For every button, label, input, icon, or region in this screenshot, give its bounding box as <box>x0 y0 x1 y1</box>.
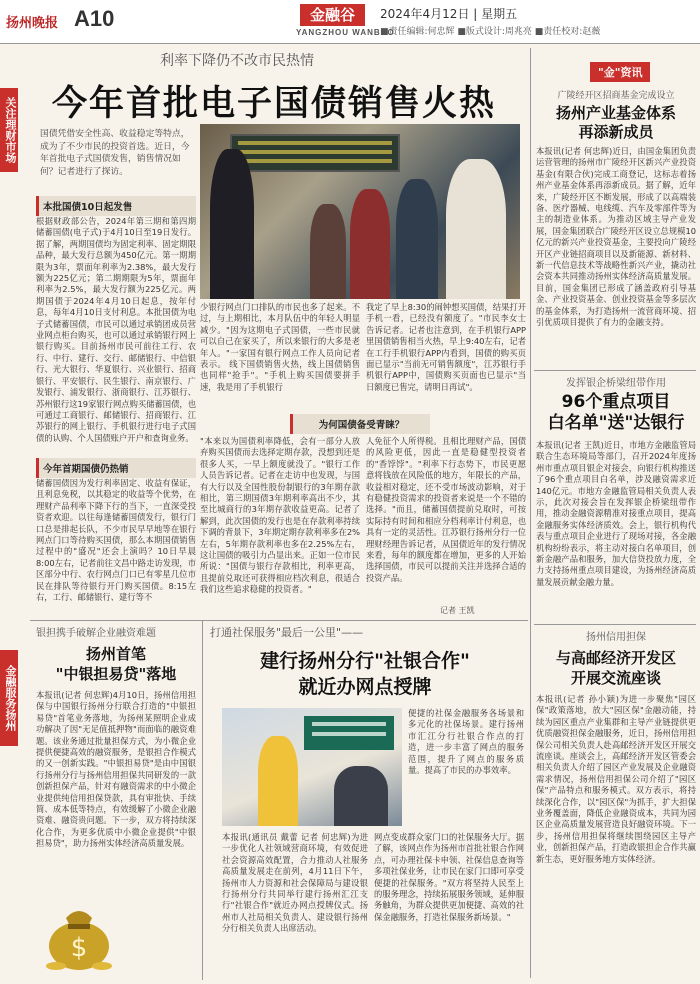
brief3-kicker: 扬州信用担保 <box>586 632 646 643</box>
person-figure <box>396 179 438 299</box>
brief2-headline: 96个重点项目 白名单"送"达银行 <box>547 392 685 433</box>
person-figure <box>446 159 506 299</box>
led-display-board <box>230 134 400 172</box>
editor-credits: ■责任编辑:何忠辉 ■版式设计:周兆亮 ■责任校对:赵薇 <box>380 27 601 37</box>
social-bank-kicker: 打通社保服务"最后一公里"—— <box>210 626 364 639</box>
brief3-body: 本报讯(记者 孙小颖)为进一步聚焦"园区保"政策落地，放大"园区保"金融动能，持续为园区重点产业集群和主导产业链提供更优质融资担保金融服务，近日，扬州信用担保公司相关负责人赴高邮经济开发区开展交流座谈。座谈会上，高邮经济开发区管委会相关负责人介绍了园区产业发展及企业融资需求情况，扬州信用担保公司介绍了"园区保"产品特点和服务模式。双方表示，将持续深化合作，以"园区保"为抓手，扩大担保业务覆盖面，降低企业融资成本，共同为园区企业高质量发展营造良好融资环境。下一步，扬州信用担保将继续围绕园区主导产业，创新担保产品，打造政银担企合作共赢新生态，更好服务地方实体经济。 <box>536 694 696 864</box>
divider <box>534 624 696 625</box>
lead-kicker: 利率下降仍不改市民热情 <box>160 53 314 69</box>
staff-figure <box>258 736 298 826</box>
person-figure <box>350 189 390 299</box>
section-english: YANGZHOU WANBAO <box>296 28 395 37</box>
brief1-body: 本报讯(记者 何忠辉)近日，由国金集团负责运营管理的扬州市广陵经开区新兴产业投资基金(有限合伙)完成工商登记，这标志着扬州产业基金体系再添新成员。据了解，近年来，广陵经开区不断发展，形成了以高端装备、医疗器械、电线缆、汽车及零部件等为主的制造业体系。为推动区域主导产业发展，国金集团联合广陵经开区设立总规模10亿元的新兴产业投资基金，主要投向广陵经开区产业链招商项目以及新能源、新材料、新一代信息技术等战略性新兴产业，撬动社会资本共同推动扬州实体经济高质量发展。目前，国金集团已形成了涵盖政府引导基金、产业投资基金、创业投资基金等多层次的基金体系，为打造扬州一流营商环境、招引优质项目提供了有力的金融支持。 <box>536 146 696 328</box>
newspaper-logo: 扬州晚报 <box>6 16 59 31</box>
divider <box>202 620 203 980</box>
person-figure <box>310 204 346 299</box>
page-number: A10 <box>74 6 115 31</box>
subhead-hot-sales: 今年首期国债仍热销 <box>36 458 196 478</box>
social-bank-headline: 建行扬州分行"社银合作" 就近办网点授牌 <box>260 650 470 698</box>
social-bank-body-right: 网点变成群众家门口的社保服务大厅。据了解，该网点作为扬州市首批社银合作网点，可办理社保卡申领、社保信息查询等多项社保业务，让市民在家门口即可享受便捷的社保服务。"双方将坚持人民至上的服务理念，持续拓展服务领域，延伸服务触角，为群众提供更加便捷、高效的社保金融服务，打造社保服务新场景。" <box>374 832 524 922</box>
masthead <box>0 0 700 44</box>
lead-headline: 今年首批电子国债销售火热 <box>52 84 497 124</box>
column-tab-service: 金融服务扬州 <box>0 650 18 746</box>
subhead-issue-date: 本批国债10日起发售 <box>36 196 196 216</box>
divider <box>30 620 528 621</box>
column-tab-finance: 关注理财市场 <box>0 88 18 172</box>
brief1-kicker: 广陵经开区招商基金完成设立 <box>557 91 675 101</box>
brief2-kicker: 发挥银企桥梁纽带作用 <box>566 378 666 389</box>
lead-summary: 国债凭借安全性高、收益稳定等特点，成为了不少市民的投资首选。近日，今年首批电子式国债发售，销售情况如何？记者进行了探访。 <box>40 129 190 177</box>
guarantee-story-body: 本报讯(记者 何忠辉)4月10日，扬州信用担保与中国银行扬州分行联合打造的"中银担易贷"首笔业务落地，为扬州某照明企业成功解决了因"无足值抵押物"而面临的融资难题。该业务通过批量担保方式，为小微企业提供便捷高效的融资服务，是银担合作模式的又一创新实践。"中银担易贷"是由中国银行扬州分行与扬州信用担保共同研发的一款创新担保产品，针对有融资需求的中小微企业提供纯信用担保贷款，具有审批快、手续简、成本低等特点，有效缓解了小微企业融资难、融资贵问题。下一步，双方将持续深化合作，为更多优质中小微企业提供"中银担易贷"，助力扬州实体经济高质量发展。 <box>36 690 196 849</box>
money-bag-icon <box>44 896 114 972</box>
guarantee-story-kicker: 银担携手破解企业融资难题 <box>36 628 156 639</box>
divider <box>534 370 696 371</box>
lead-column-3a: 我定了早上8:30的闹钟想买国债，结果打开手机一看，已经没有额度了。"市民李女士告诉记者。记者也注意到，在手机银行APP里国债销售相当火热，早上9:40左右，记者在工行手机银行APP内看到，国债的购买页面已显示"当前无可销售额度"，江苏银行手机银行APP中，国债购买页面也已显示"当日额度已售完，请明日再试"。 <box>366 302 526 392</box>
bank-counter-photo <box>222 708 402 826</box>
lead-column-1a: 根据财政部公告，2024年第三期和第四期储蓄国债(电子式)于4月10日至19日发行。据了解，两期国债均为固定利率、固定期限品种，最大发行总额为450亿元。第一期期限为3年，票面年利率为2.38%，最大发行额为225亿元；第二期期限为5年，票面年利率为2.5%，最大发行额为225亿元。两期国债于2024年4月10日起息，按年付息，每年4月10日支付利息。本批国债为电子式储蓄国债，市民可以通过承销团成员营业网点柜台购买，也可以通过承销银行网上银行购买。目前扬州市民可前往工行、农行、中行、建行、交行、邮储银行、中信银行、光大银行、华夏银行、兴业银行、招商银行、平安银行、民生银行、南京银行、广发银行、浦发银行、浙商银行、江苏银行、苏州银行这19家银行网点购买储蓄国债，也可通过工商银行、邮储银行、招商银行、江苏银行的网上银行、手机银行进行电子式国债的认购、个人国债账户开户和查询业务。 <box>36 216 196 443</box>
service-sign <box>304 716 394 750</box>
customer-figure <box>334 766 388 826</box>
news-brief-badge: "金"资讯 <box>590 62 650 82</box>
section-badge: 金融谷 <box>300 4 365 26</box>
brief2-body: 本报讯(记者 王凯)近日，市地方金融监管局联合生态环境局等部门，召开2024年度扬州市重点项目银企对接会，向银行机构推送了96个重点项目白名单，涉及融资需求近140亿元。市地方金融监管局相关负责人表示，此次对接会旨在发挥银企桥梁纽带作用，推动金融资源精准对接重点项目，提高金融服务实体经济质效。会上，银行机构代表与重点项目企业进行了现场对接，各金融机构纷纷表示，将主动对接白名单项目，创新金融产品和服务，加大信贷投放力度，全力支持扬州重点项目建设，为扬州经济高质量发展贡献金融力量。 <box>536 440 696 587</box>
subhead-why-popular: 为何国债备受青睐？ <box>290 414 430 434</box>
guarantee-story-headline: 扬州首笔 "中银担易贷"落地 <box>55 645 177 683</box>
lead-column-1b: 储蓄国债因为发行利率固定、收益有保证，且利息免税，以其稳定的收益等个优势，在理财产品利率下降下行的当下，一直深受投资者欢迎。以往每逢储蓄国债发行，银行门口总是排起长队，不少市民早早地等在银行网点门口等待购买国债，那么本期国债销售过程中的"盛况"还会上演吗？10日早晨8:00左右，记者前往文昌中路走访发现，市区部分中行、农行网点门口已有零星几位市民在排队等待银行开门购买国债。8:15左右，工行、邮储银行、建行等不 <box>36 478 196 603</box>
social-bank-sidebar: 便捷的社保金融服务各场景和多元化的社保场景。建行扬州市汇江分行社银合作点的打造，进一步丰富了网点的服务范围，提升了网点的服务质量。提高了市民的办事效率。 <box>408 708 524 776</box>
lead-column-2b: "本来以为国债利率降低，会有一部分人放弃购买国债而去选择定期存款，没想到还是很多人买，一早上额度就没了。"银行工作人员告诉记者。记者在走访中也发现，与国有大行以及全国性股份制银行的3年期存款相比，第三期国债3年期利率高出不少，其至比城商行的3年期存款收益更高。记者了解到，此次国债的发行也是在存款利率持续下调的背景下，3年期定期存款利率多在2%左右，5年期存款利率也多在2.25%左右，这让国债的吸引力凸显出来。正如一位市民所说："国债与银行存款相比，利率更高，且提前兑取还可获得相应档次利息，很适合我们这些追求稳健的投资者。" <box>200 436 360 595</box>
lead-column-3b: 人免征个人所得税。且相比理财产品，国债的风险更低，因此一直是稳健型投资者的"香饽饽"。"利率下行态势下，市民更愿意将钱放在风险低的地方，年限长的产品，收益相对稳定，还不受市场波动影响，对于有稳健投资需求的投资者来说是一个不错的选择。"而且，储蓄国债提前兑取时，可按实际持有时间和相应分档利率计付利息，也具有一定的灵活性。江苏银行扬州分行一位理财经理告诉记者，从国债近年的发行情况来看，每年的额度都在增加，更多的人开始选择国债，市民可以提前关注并选择合适的投资产品。 <box>366 436 526 583</box>
svg-text:$: $ <box>70 933 88 963</box>
issue-date: 2024年4月12日 | 星期五 <box>380 7 518 21</box>
person-figure <box>210 149 254 299</box>
brief3-headline: 与高邮经济开发区 开展交流座谈 <box>555 649 676 687</box>
brief1-headline: 扬州产业基金体系 再添新成员 <box>555 104 676 141</box>
divider <box>530 48 531 978</box>
social-bank-body-left: 本报讯(通讯员 戴蕾 记者 何忠辉)为进一步优化人社领域营商环境，有效促进社会资源高效配置，合力推动人社服务高质量发展走在前列，4月11日下午，扬州市人力资源和社会保障局与建设银行扬州分行共同举行建行扬州汇江支行"社银合作"就近办网点授牌仪式。扬州市人社局相关负责人、建设银行扬州分行相关负责人出席活动。 <box>222 832 368 934</box>
bank-queue-photo <box>200 124 520 299</box>
lead-column-2a: 少银行网点门口排队的市民也多了起来。不过，与上期相比，本月队伍中的年轻人明显减少。"因为这期电子式国债，一些市民就可以自己在家买了，所以来银行的大多是老年人。"一家国有银行网点工作人员向记者表示。 线下国债销售火热，线上国债销售也同样"抢手"。"手机上购买国债要拼手速，我是用了手机银行 <box>200 302 360 392</box>
lead-byline: 记者 王凯 <box>440 606 475 615</box>
